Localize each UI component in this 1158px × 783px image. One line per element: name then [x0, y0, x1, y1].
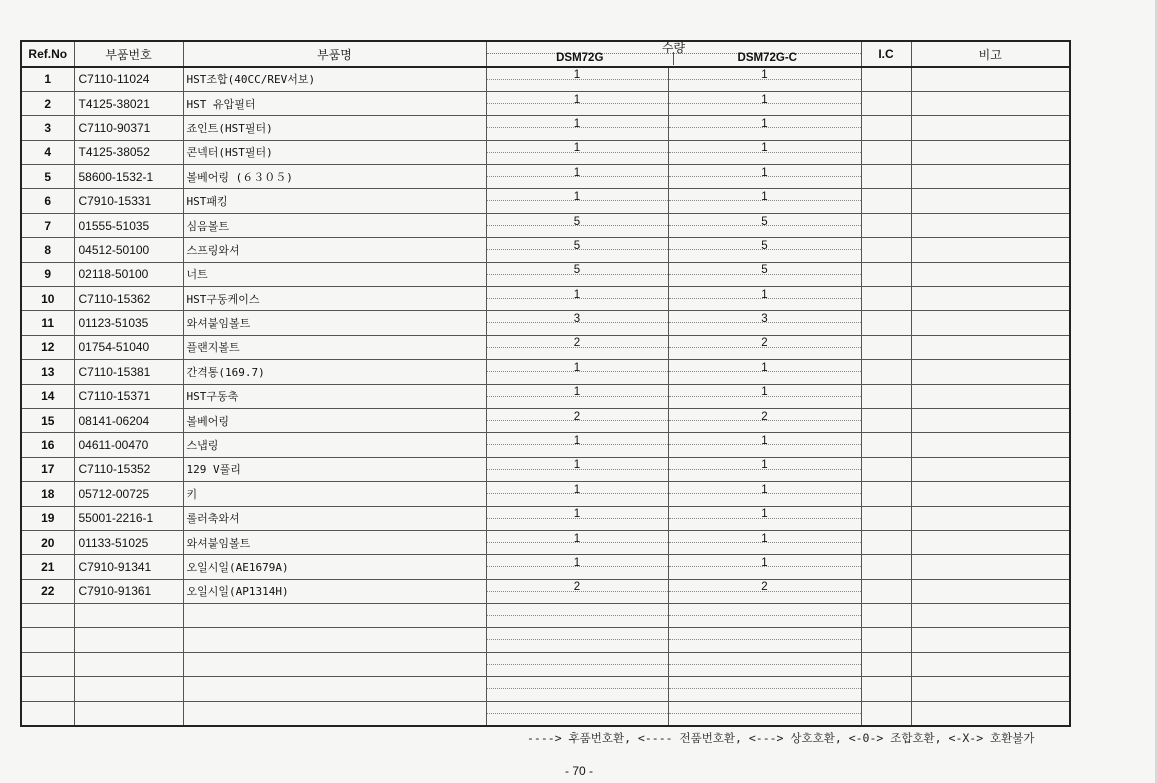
cell-remarks	[911, 604, 1070, 628]
qty-value: 5	[761, 239, 768, 252]
cell-ref-no	[21, 604, 74, 628]
qty-value: 1	[573, 532, 581, 545]
cell-ref-no	[21, 652, 74, 676]
qty-value: 5	[761, 264, 768, 277]
cell-qty-dsm72g	[486, 335, 668, 359]
cell-part-name: 와셔붙임볼트	[183, 311, 486, 335]
cell-ref-no: 8	[21, 238, 74, 262]
parts-table	[20, 40, 1071, 727]
table-row	[21, 506, 1070, 530]
table-row	[21, 67, 1070, 91]
cell-part-name: 와셔붙임볼트	[183, 530, 486, 554]
cell-part-number: C7110-90371	[74, 116, 183, 140]
header-remarks: 비고	[911, 41, 1070, 67]
table-row	[21, 116, 1070, 140]
cell-qty-dsm72g-c	[668, 67, 861, 91]
header-part-name: 부품명	[183, 41, 486, 67]
cell-qty-dsm72g	[486, 116, 668, 140]
cell-remarks	[911, 677, 1070, 701]
cell-ic	[861, 482, 911, 506]
cell-ref-no: 21	[21, 555, 74, 579]
cell-qty-dsm72g-c	[668, 91, 861, 115]
cell-remarks	[911, 457, 1070, 481]
cell-ic	[861, 579, 911, 603]
cell-qty-dsm72g	[486, 579, 668, 603]
cell-remarks	[911, 238, 1070, 262]
cell-qty-dsm72g-c	[668, 433, 861, 457]
cell-part-number: 05712-00725	[74, 482, 183, 506]
cell-part-name: 심음볼트	[183, 213, 486, 237]
qty-value: 1	[573, 191, 581, 204]
interchangeability-legend: ----> 후품번호환, <---- 전품번호환, <---> 상호호환, <-0-> 조합호환, <-X-> 호환불가	[527, 731, 1035, 745]
table-row	[21, 91, 1070, 115]
cell-ref-no	[21, 677, 74, 701]
cell-qty-dsm72g-c	[668, 579, 861, 603]
qty-value: 1	[573, 386, 581, 399]
cell-remarks	[911, 262, 1070, 286]
qty-value: 1	[761, 557, 768, 569]
cell-part-name	[183, 652, 486, 676]
cell-ref-no	[21, 628, 74, 652]
cell-qty-dsm72g-c	[668, 335, 861, 359]
cell-part-number	[74, 628, 183, 652]
cell-qty-dsm72g-c	[668, 408, 861, 432]
table-header-row	[21, 41, 1070, 67]
cell-remarks	[911, 189, 1070, 213]
cell-ref-no: 17	[21, 457, 74, 481]
cell-ic	[861, 433, 911, 457]
cell-part-number: C7910-91341	[74, 555, 183, 579]
cell-part-name: 너트	[183, 262, 486, 286]
cell-part-number	[74, 604, 183, 628]
cell-qty-dsm72g	[486, 360, 668, 384]
cell-part-name: 오일시일(AP1314H)	[183, 579, 486, 603]
cell-qty-dsm72g	[486, 165, 668, 189]
qty-value: 1	[761, 69, 768, 82]
cell-qty-dsm72g	[486, 189, 668, 213]
cell-ref-no: 9	[21, 262, 74, 286]
cell-ref-no: 5	[21, 165, 74, 189]
table-row	[21, 701, 1070, 725]
cell-qty-dsm72g-c	[668, 287, 861, 311]
cell-remarks	[911, 506, 1070, 530]
cell-part-name: HST구동축	[183, 384, 486, 408]
cell-qty-dsm72g	[486, 311, 668, 335]
cell-part-name	[183, 628, 486, 652]
qty-value: 1	[573, 508, 581, 521]
cell-ref-no: 13	[21, 360, 74, 384]
cell-ic	[861, 67, 911, 91]
cell-ref-no: 3	[21, 116, 74, 140]
cell-qty-dsm72g	[486, 433, 668, 457]
cell-ic	[861, 287, 911, 311]
cell-ref-no: 12	[21, 335, 74, 359]
cell-qty-dsm72g-c	[668, 140, 861, 164]
cell-ref-no: 19	[21, 506, 74, 530]
cell-ic	[861, 652, 911, 676]
qty-value: 1	[761, 386, 768, 399]
qty-value: 2	[573, 581, 581, 594]
table-row	[21, 482, 1070, 506]
cell-ic	[861, 360, 911, 384]
cell-ic	[861, 408, 911, 432]
cell-qty-dsm72g	[486, 604, 668, 628]
cell-part-name: 스냅링	[183, 433, 486, 457]
cell-remarks	[911, 165, 1070, 189]
cell-part-name: 키	[183, 482, 486, 506]
cell-part-number: C7110-15381	[74, 360, 183, 384]
cell-part-number: 55001-2216-1	[74, 506, 183, 530]
header-model-dsm72g-c: DSM72G-C	[737, 52, 797, 64]
page-number: - 70 -	[564, 764, 593, 778]
cell-qty-dsm72g-c	[668, 360, 861, 384]
cell-qty-dsm72g-c	[668, 677, 861, 701]
cell-remarks	[911, 335, 1070, 359]
qty-value: 2	[573, 337, 581, 350]
qty-value: 1	[761, 166, 768, 179]
cell-qty-dsm72g-c	[668, 116, 861, 140]
table-row	[21, 238, 1070, 262]
cell-qty-dsm72g	[486, 262, 668, 286]
cell-remarks	[911, 701, 1070, 725]
table-row	[21, 555, 1070, 579]
cell-part-name	[183, 677, 486, 701]
cell-qty-dsm72g-c	[668, 555, 861, 579]
header-quantity-label: 수량	[661, 41, 686, 55]
cell-part-number: 02118-50100	[74, 262, 183, 286]
cell-remarks	[911, 408, 1070, 432]
cell-remarks	[911, 555, 1070, 579]
cell-remarks	[911, 213, 1070, 237]
qty-value: 5	[573, 215, 581, 228]
cell-part-name: 볼베어링	[183, 408, 486, 432]
cell-qty-dsm72g	[486, 482, 668, 506]
cell-ref-no: 6	[21, 189, 74, 213]
cell-qty-dsm72g-c	[668, 384, 861, 408]
qty-value: 1	[761, 459, 768, 472]
table-row	[21, 189, 1070, 213]
cell-remarks	[911, 311, 1070, 335]
cell-ref-no: 22	[21, 579, 74, 603]
cell-part-name: 플랜지볼트	[183, 335, 486, 359]
cell-part-name: HST패킹	[183, 189, 486, 213]
header-ic: I.C	[861, 41, 911, 67]
cell-ic	[861, 140, 911, 164]
cell-qty-dsm72g-c	[668, 506, 861, 530]
cell-part-number	[74, 677, 183, 701]
table-row	[21, 408, 1070, 432]
cell-part-number: C7110-11024	[74, 67, 183, 91]
cell-remarks	[911, 287, 1070, 311]
cell-qty-dsm72g	[486, 213, 668, 237]
qty-value: 1	[573, 435, 581, 448]
table-row	[21, 140, 1070, 164]
cell-ic	[861, 262, 911, 286]
cell-ic	[861, 677, 911, 701]
cell-part-number: 04611-00470	[74, 433, 183, 457]
cell-ref-no: 10	[21, 287, 74, 311]
cell-ref-no: 2	[21, 91, 74, 115]
qty-value: 1	[573, 557, 581, 569]
qty-value: 1	[761, 361, 768, 374]
cell-ic	[861, 189, 911, 213]
cell-ref-no: 4	[21, 140, 74, 164]
qty-value: 1	[761, 435, 768, 448]
table-row	[21, 628, 1070, 652]
cell-qty-dsm72g-c	[668, 628, 861, 652]
cell-qty-dsm72g	[486, 628, 668, 652]
cell-qty-dsm72g-c	[668, 262, 861, 286]
cell-ref-no: 11	[21, 311, 74, 335]
header-quantity	[486, 41, 861, 67]
header-model-columns	[487, 52, 861, 65]
qty-value: 1	[573, 483, 581, 496]
cell-part-name: HST 유압필터	[183, 91, 486, 115]
cell-ref-no	[21, 701, 74, 725]
qty-value: 1	[573, 288, 581, 301]
cell-qty-dsm72g-c	[668, 530, 861, 554]
header-model-dsm72g: DSM72G	[487, 52, 675, 65]
table-row	[21, 213, 1070, 237]
table-row	[21, 287, 1070, 311]
table-row	[21, 165, 1070, 189]
cell-qty-dsm72g	[486, 555, 668, 579]
qty-value: 3	[573, 313, 581, 326]
cell-remarks	[911, 530, 1070, 554]
cell-part-number: 01555-51035	[74, 213, 183, 237]
cell-remarks	[911, 384, 1070, 408]
qty-value: 1	[573, 142, 581, 155]
qty-value: 2	[573, 410, 581, 423]
cell-ic	[861, 628, 911, 652]
qty-value: 1	[761, 508, 768, 521]
qty-value: 1	[761, 93, 768, 106]
cell-part-name: 스프링와셔	[183, 238, 486, 262]
cell-ic	[861, 457, 911, 481]
cell-qty-dsm72g	[486, 384, 668, 408]
cell-part-name: 롤러축와셔	[183, 506, 486, 530]
cell-qty-dsm72g	[486, 677, 668, 701]
cell-remarks	[911, 140, 1070, 164]
cell-qty-dsm72g-c	[668, 213, 861, 237]
qty-value: 2	[761, 581, 768, 594]
cell-part-name: HST조합(40CC/REV서보)	[183, 67, 486, 91]
qty-value: 5	[761, 215, 768, 228]
cell-part-number: C7910-91361	[74, 579, 183, 603]
cell-ic	[861, 701, 911, 725]
table-row	[21, 677, 1070, 701]
cell-ref-no: 20	[21, 530, 74, 554]
cell-qty-dsm72g-c	[668, 238, 861, 262]
qty-value: 1	[761, 532, 768, 545]
table-row	[21, 652, 1070, 676]
qty-value: 1	[573, 117, 581, 130]
cell-part-name: 간격통(169.7)	[183, 360, 486, 384]
cell-part-number	[74, 701, 183, 725]
cell-part-number: 01133-51025	[74, 530, 183, 554]
cell-remarks	[911, 433, 1070, 457]
cell-ref-no: 1	[21, 67, 74, 91]
cell-remarks	[911, 360, 1070, 384]
cell-ic	[861, 335, 911, 359]
cell-qty-dsm72g	[486, 287, 668, 311]
cell-qty-dsm72g	[486, 530, 668, 554]
header-ref-no: Ref.No	[21, 41, 74, 67]
table-row	[21, 384, 1070, 408]
cell-ic	[861, 506, 911, 530]
cell-remarks	[911, 91, 1070, 115]
table-row	[21, 360, 1070, 384]
cell-ic	[861, 116, 911, 140]
cell-ref-no: 16	[21, 433, 74, 457]
cell-qty-dsm72g	[486, 140, 668, 164]
cell-ic	[861, 165, 911, 189]
cell-ref-no: 7	[21, 213, 74, 237]
header-part-number: 부품번호	[74, 41, 183, 67]
cell-part-number: C7110-15362	[74, 287, 183, 311]
qty-value: 1	[573, 166, 581, 179]
cell-qty-dsm72g	[486, 652, 668, 676]
cell-qty-dsm72g-c	[668, 457, 861, 481]
cell-remarks	[911, 116, 1070, 140]
cell-part-number: T4125-38021	[74, 91, 183, 115]
table-row	[21, 579, 1070, 603]
table-row	[21, 262, 1070, 286]
cell-ic	[861, 238, 911, 262]
cell-remarks	[911, 628, 1070, 652]
cell-ic	[861, 604, 911, 628]
cell-ic	[861, 91, 911, 115]
cell-ref-no: 18	[21, 482, 74, 506]
cell-remarks	[911, 579, 1070, 603]
cell-qty-dsm72g-c	[668, 311, 861, 335]
parts-table-body	[21, 67, 1070, 726]
qty-value: 1	[761, 288, 768, 301]
cell-part-number: C7110-15371	[74, 384, 183, 408]
cell-ic	[861, 530, 911, 554]
cell-ic	[861, 311, 911, 335]
cell-part-name: 오일시일(AE1679A)	[183, 555, 486, 579]
cell-ic	[861, 213, 911, 237]
qty-value: 3	[761, 313, 768, 326]
table-row	[21, 311, 1070, 335]
cell-qty-dsm72g-c	[668, 604, 861, 628]
cell-qty-dsm72g-c	[668, 652, 861, 676]
qty-value: 2	[761, 410, 768, 423]
cell-remarks	[911, 482, 1070, 506]
cell-qty-dsm72g	[486, 408, 668, 432]
qty-value: 1	[761, 142, 768, 155]
cell-qty-dsm72g-c	[668, 165, 861, 189]
cell-part-number	[74, 652, 183, 676]
cell-ic	[861, 555, 911, 579]
table-row	[21, 457, 1070, 481]
cell-part-name: 죠인트(HST필터)	[183, 116, 486, 140]
qty-value: 1	[761, 483, 768, 496]
cell-part-number: 04512-50100	[74, 238, 183, 262]
table-row	[21, 604, 1070, 628]
cell-qty-dsm72g	[486, 238, 668, 262]
table-row	[21, 433, 1070, 457]
qty-value: 2	[761, 337, 768, 350]
cell-part-number: T4125-38052	[74, 140, 183, 164]
cell-ref-no: 14	[21, 384, 74, 408]
cell-part-name: HST구동케이스	[183, 287, 486, 311]
table-row	[21, 530, 1070, 554]
cell-qty-dsm72g	[486, 506, 668, 530]
cell-remarks	[911, 67, 1070, 91]
qty-value: 1	[761, 117, 768, 130]
qty-value: 1	[573, 459, 581, 472]
cell-part-number: 01754-51040	[74, 335, 183, 359]
cell-qty-dsm72g-c	[668, 701, 861, 725]
cell-qty-dsm72g-c	[668, 482, 861, 506]
cell-qty-dsm72g	[486, 457, 668, 481]
cell-part-name: 129 V풀리	[183, 457, 486, 481]
cell-part-name: 콘넥터(HST필터)	[183, 140, 486, 164]
qty-value: 1	[573, 69, 581, 82]
cell-qty-dsm72g-c	[668, 189, 861, 213]
table-row	[21, 335, 1070, 359]
qty-value: 1	[573, 93, 581, 106]
cell-part-name: 볼베어링 (６３０５)	[183, 165, 486, 189]
cell-ic	[861, 384, 911, 408]
cell-part-number: C7910-15331	[74, 189, 183, 213]
cell-part-number: 58600-1532-1	[74, 165, 183, 189]
cell-part-number: C7110-15352	[74, 457, 183, 481]
qty-value: 1	[573, 361, 581, 374]
cell-part-number: 08141-06204	[74, 408, 183, 432]
qty-value: 1	[761, 191, 768, 204]
cell-qty-dsm72g	[486, 701, 668, 725]
cell-part-number: 01123-51035	[74, 311, 183, 335]
cell-part-name	[183, 604, 486, 628]
cell-remarks	[911, 652, 1070, 676]
cell-qty-dsm72g	[486, 67, 668, 91]
cell-part-name	[183, 701, 486, 725]
qty-value: 5	[573, 239, 581, 252]
cell-qty-dsm72g	[486, 91, 668, 115]
cell-ref-no: 15	[21, 408, 74, 432]
qty-value: 5	[573, 264, 581, 277]
